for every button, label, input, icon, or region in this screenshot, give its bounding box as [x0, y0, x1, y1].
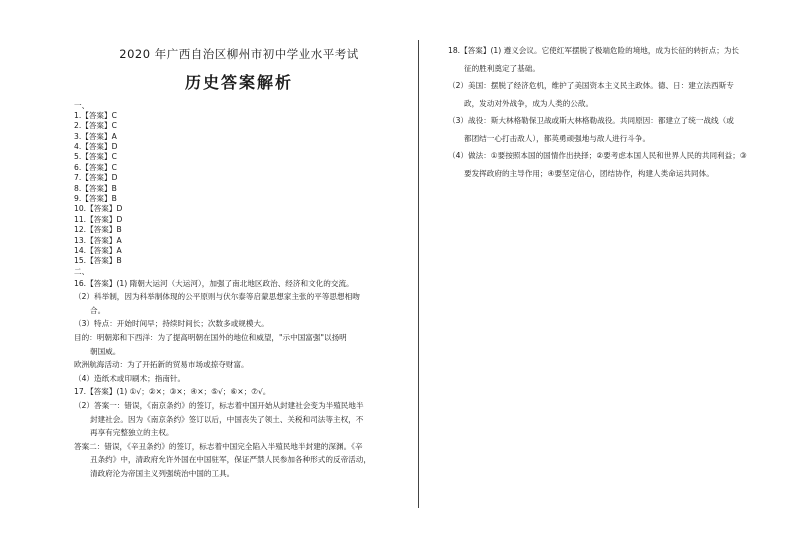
- answer-item: 3.【答案】A: [74, 131, 117, 141]
- paragraph: 政，发动对外战争，成为人类的公敌。: [464, 98, 594, 108]
- paragraph: （4）做法：①要按照本国的国情作出抉择；②要考虑本国人民和世界人民的共同利益；③: [448, 151, 747, 160]
- answer-item: 15.【答案】B: [74, 256, 122, 266]
- answer-item: 2.【答案】C: [74, 121, 117, 131]
- section-2-label: 二、: [74, 266, 90, 276]
- paragraph: 欧洲航海活动：为了开拓新的贸易市场或掠夺财富。: [74, 360, 249, 370]
- document-title: 历史答案解析: [184, 73, 293, 92]
- paragraph: 18.【答案】(1) 遵义会议。它使红军摆脱了极端危险的境地，成为长征的转折点；为长: [448, 46, 740, 55]
- answer-item: 4.【答案】D: [74, 142, 118, 152]
- multiple-choice-answers: [74, 111, 404, 267]
- answer-item: 13.【答案】A: [74, 235, 122, 245]
- paragraph: （2）科举制，因为科举制体现的公平原则与伏尔泰等启蒙思想家主张的平等思想相吻: [74, 292, 360, 302]
- answer-item: 8.【答案】B: [74, 183, 117, 193]
- paragraph: 17.【答案】(1) ①√；②×；③×；④×；⑤√；⑥×；⑦√。: [74, 387, 271, 397]
- paragraph: 再享有完整独立的主权。: [90, 428, 174, 438]
- paragraph: 16.【答案】(1) 隋朝大运河（大运河），加强了南北地区政治、经济和文化的交流。: [74, 278, 354, 288]
- paragraph: 要发挥政府的主导作用；④要坚定信心，团结协作，构建人类命运共同体。: [464, 168, 714, 178]
- right-column: [448, 42, 773, 182]
- answer-item: 7.【答案】D: [74, 173, 118, 183]
- answer-item: 10.【答案】D: [74, 204, 123, 214]
- answer-item: 12.【答案】B: [74, 225, 122, 235]
- paragraph: （3）战役：斯大林格勒保卫战或斯大林格勒战役。共同原因：都建立了统一战线（或: [448, 116, 734, 125]
- left-column: [74, 42, 404, 481]
- section-1-label: 一、: [74, 101, 90, 110]
- answer-item: 14.【答案】A: [74, 246, 122, 256]
- answer-item: 1.【答案】C: [74, 110, 117, 120]
- paragraph: （4）造纸术或印刷术；指南针。: [74, 373, 186, 383]
- paragraph: 征的胜利奠定了基础。: [464, 63, 540, 73]
- question-16-answer: [74, 277, 404, 386]
- paragraph: （2）答案一：错误，《南京条约》的签订，标志着中国开始从封建社会变为半殖民地半: [74, 401, 364, 411]
- paragraph: 丑条约》中，清政府允许外国在中国驻军，保证严禁人民参加各种形式的反帝活动，: [90, 455, 371, 465]
- paragraph: 合。: [90, 305, 106, 315]
- answer-item: 11.【答案】D: [74, 214, 123, 224]
- header: [74, 46, 404, 93]
- paragraph: 封建社会。因为《南京条约》签订以后，中国丧失了领土、关税和司法等主权，不: [90, 414, 364, 424]
- answer-item: 9.【答案】B: [74, 194, 117, 204]
- question-17-answer: [74, 385, 404, 480]
- paragraph: 目的：明朝郑和下西洋：为了提高明朝在国外的地位和威望，"示中国富强"以扬明: [74, 333, 347, 343]
- paragraph: 清政府沦为帝国主义列强统治中国的工具。: [90, 469, 235, 478]
- question-18-answer: [448, 42, 773, 182]
- paragraph: （3）特点：开始时间早；持续时间长；次数多或规模大。: [74, 319, 269, 329]
- paragraph: 答案二：错误，《辛丑条约》的签订，标志着中国完全陷入半殖民地半封建的深渊。《辛: [74, 441, 363, 451]
- paragraph: 都团结一心打击敌人），都英勇顽强地与敌人进行斗争。: [464, 133, 651, 143]
- paragraph: （2）美国：摆脱了经济危机，维护了美国资本主义民主政体。德、日：建立法西斯专: [448, 81, 734, 90]
- answer-item: 6.【答案】C: [74, 162, 117, 172]
- paragraph: 朝国威。: [90, 346, 121, 356]
- answer-item: 5.【答案】C: [74, 152, 117, 162]
- column-divider: [418, 40, 419, 508]
- exam-title: 2020 年广西自治区柳州市初中学业水平考试: [119, 47, 359, 61]
